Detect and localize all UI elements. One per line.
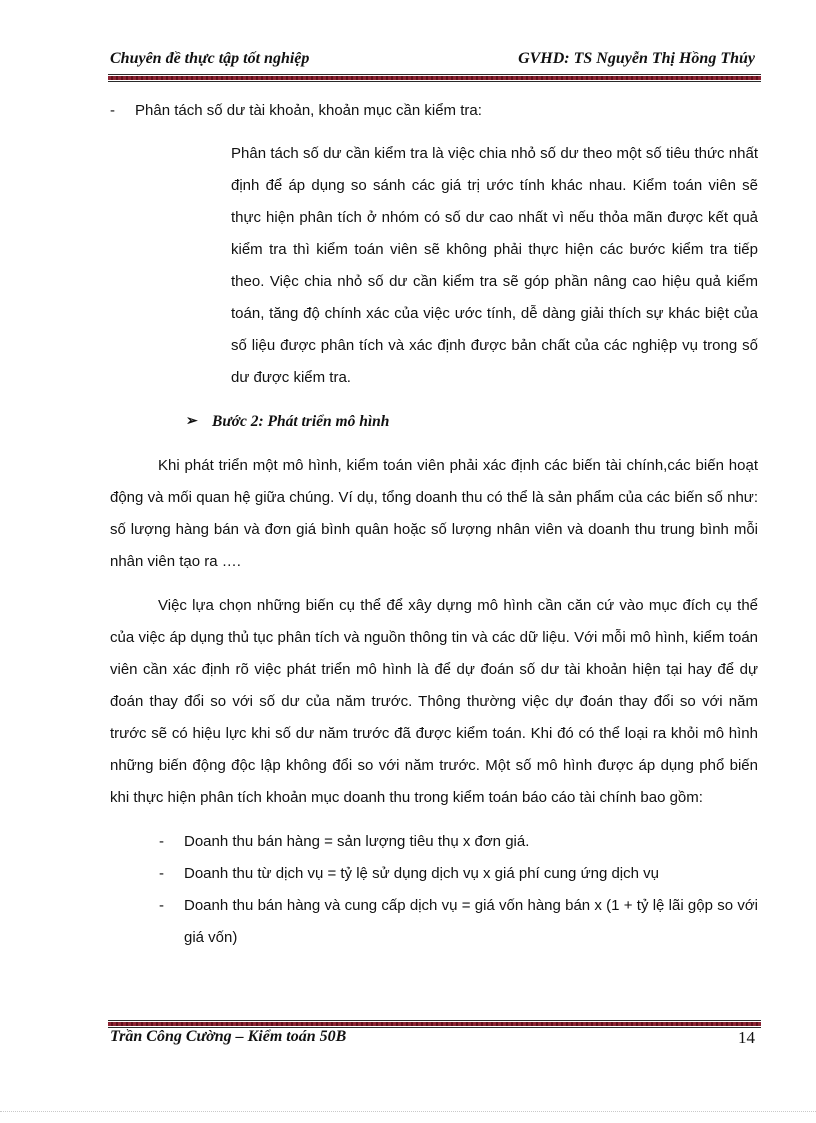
section-heading-breakdown (110, 95, 758, 127)
dash-bullet: - (159, 833, 164, 850)
page-header (110, 50, 755, 72)
formula-list-item (110, 858, 758, 890)
dash-bullet: - (159, 865, 164, 882)
formula-text: Doanh thu bán hàng = sản lượng tiêu thụ x đơn giá. (184, 833, 530, 850)
step-heading (186, 406, 758, 438)
step-title: Bước 2: Phát triển mô hình (212, 413, 390, 430)
footer-author: Trần Công Cường – Kiểm toán 50B (110, 1028, 347, 1045)
page-boundary-line (0, 1111, 816, 1112)
formula-list-item (110, 890, 758, 954)
paragraph-model-intro: Khi phát triển một mô hình, kiểm toán viên phải xác định các biến tài chính,các biến hoạt động và mối quan hệ giữa chúng. Ví dụ, tổng doanh thu có thể là sản phẩm của các biến số như: số lượng hàng bán và đơn giá bình quân hoặc số lượng nhân viên và doanh thu trung bình mỗi nhân viên tạo ra …. (110, 457, 758, 570)
formula-list-item (110, 826, 758, 858)
formula-text: Doanh thu bán hàng và cung cấp dịch vụ = giá vốn hàng bán x (1 + tỷ lệ lãi gộp so với giá vốn) (184, 897, 758, 946)
footer-rule (108, 1020, 761, 1028)
page-footer (110, 1028, 755, 1052)
header-thesis-title: Chuyên đề thực tập tốt nghiệp (110, 50, 310, 67)
header-supervisor: GVHD: TS Nguyễn Thị Hồng Thúy (518, 50, 755, 67)
dash-bullet: - (110, 102, 115, 119)
page-number: 14 (738, 1028, 755, 1047)
dash-bullet: - (159, 897, 164, 914)
formula-text: Doanh thu từ dịch vụ = tỷ lệ sử dụng dịch vụ x giá phí cung ứng dịch vụ (184, 865, 659, 882)
arrow-bullet-icon: ➢ (186, 414, 198, 429)
header-rule (108, 74, 761, 82)
paragraph-variable-selection: Việc lựa chọn những biến cụ thể để xây dựng mô hình cần căn cứ vào mục đích cụ thể của việc áp dụng thủ tục phân tích và nguồn thông tin và các dữ liệu. Với mỗi mô hình, kiểm toán viên cần xác định rõ việc phát triển mô hình là để dự đoán số dư tài khoản hiện tại hay để dự đoán thay đổi so với số dư của năm trước. Thông thường việc dự đoán thay đổi so với năm trước sẽ có hiệu lực khi số dư năm trước đã được kiểm toán. Khi đó có thể loại ra khỏi mô hình những biến động độc lập không đổi so với năm trước. Một số mô hình được áp dụng phổ biến khi thực hiện phân tích khoản mục doanh thu trong kiểm toán báo cáo tài chính bao gồm: (110, 597, 758, 806)
section-heading-text: Phân tách số dư tài khoản, khoản mục cần kiểm tra: (135, 102, 482, 119)
breakdown-paragraph: Phân tách số dư cần kiểm tra là việc chia nhỏ số dư theo một số tiêu thức nhất định để áp dụng so sánh các giá trị ước tính khác nhau. Kiểm toán viên sẽ thực hiện phân tích ở nhóm có số dư cao nhất vì nếu thỏa mãn được kết quả kiểm tra thì kiểm toán viên sẽ không phải thực hiện các bước kiểm tra tiếp theo. Việc chia nhỏ số dư cần kiểm tra sẽ góp phần nâng cao hiệu quả kiểm toán, tăng độ chính xác của việc ước tính, dễ dàng giải thích sự khác biệt của số liệu được phân tích và xác định được bản chất của các nghiệp vụ trong số dư được kiểm tra. (231, 145, 758, 386)
page-body (110, 95, 758, 954)
